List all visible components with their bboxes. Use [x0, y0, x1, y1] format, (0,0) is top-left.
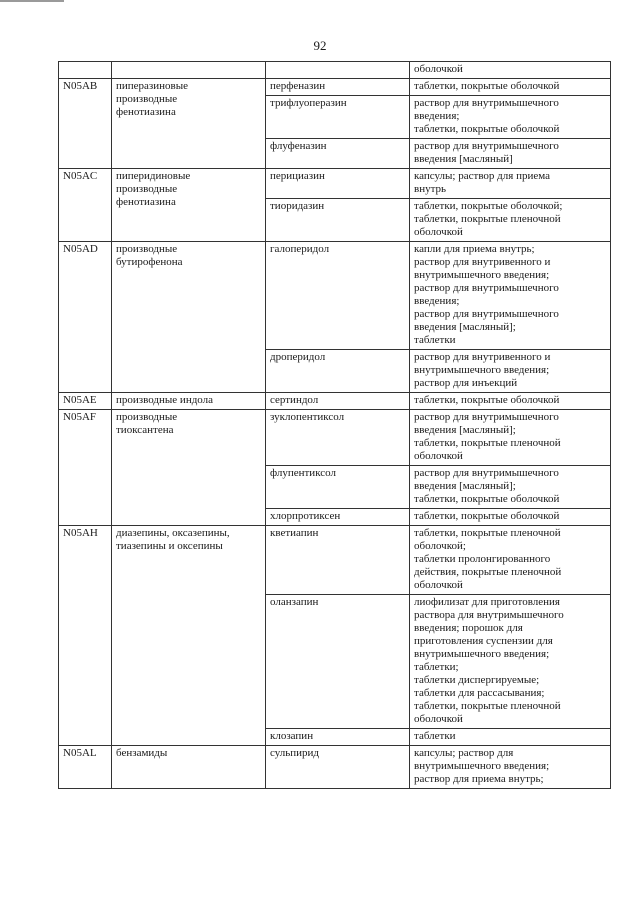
- dosage-form-line: раствор для внутривенного и: [414, 351, 551, 363]
- drug-name-cell: [266, 242, 410, 350]
- atc-code-cell: [59, 746, 112, 789]
- dosage-form-line: раствор для внутримышечного: [414, 97, 559, 109]
- dosage-form-line: введения; порошок для: [414, 622, 523, 634]
- dosage-form-line: раствор для внутримышечного: [414, 467, 559, 479]
- drug-name: перициазин: [270, 170, 325, 182]
- dosage-forms-cell: [410, 79, 611, 96]
- dosage-form-line: таблетки, покрытые пленочной: [414, 700, 561, 712]
- group-name-line: бутирофенона: [116, 256, 183, 268]
- drug-name-cell: [266, 393, 410, 410]
- drug-name: клозапин: [270, 730, 314, 742]
- dosage-form-line: оболочкой: [414, 226, 463, 238]
- dosage-forms-cell: [410, 350, 611, 393]
- dosage-form-line: оболочкой: [414, 579, 463, 591]
- group-name-cell: [112, 746, 266, 789]
- dosage-form-line: таблетки: [414, 730, 456, 742]
- dosage-form-line: таблетки пролонгированного: [414, 553, 551, 565]
- dosage-forms-cell: [410, 242, 611, 350]
- dosage-form-line: таблетки, покрытые пленочной: [414, 527, 561, 539]
- drug-name-cell: [266, 169, 410, 199]
- atc-code-cell: [59, 62, 112, 79]
- drug-classification-table: [58, 61, 611, 789]
- dosage-form-line: введения;: [414, 110, 460, 122]
- group-name-line: фенотиазина: [116, 106, 176, 118]
- group-name-line: фенотиазина: [116, 196, 176, 208]
- group-name-cell: [112, 526, 266, 746]
- drug-name-cell: [266, 526, 410, 595]
- dosage-form-line: введения [масляный];: [414, 424, 516, 436]
- group-name-line: бензамиды: [116, 747, 168, 759]
- dosage-forms-cell: [410, 509, 611, 526]
- dosage-form-line: раствор для внутривенного и: [414, 256, 551, 268]
- drug-name-cell: [266, 62, 410, 79]
- drug-name: флуфеназин: [270, 140, 327, 152]
- table-row: [59, 410, 611, 466]
- drug-name: перфеназин: [270, 80, 326, 92]
- drug-name-cell: [266, 139, 410, 169]
- table-row: [59, 79, 611, 96]
- drug-name-cell: [266, 595, 410, 729]
- drug-name: флупентиксол: [270, 467, 336, 479]
- dosage-form-line: внутримышечного введения;: [414, 760, 550, 772]
- drug-name: дроперидол: [270, 351, 326, 363]
- dosage-forms-cell: [410, 199, 611, 242]
- dosage-form-line: внутримышечного введения;: [414, 648, 550, 660]
- atc-code: N05AE: [63, 394, 97, 406]
- dosage-form-line: таблетки диспергируемые;: [414, 674, 540, 686]
- dosage-form-line: лиофилизат для приготовления: [414, 596, 560, 608]
- dosage-form-line: внутримышечного введения;: [414, 364, 550, 376]
- dosage-form-line: оболочкой: [414, 63, 463, 75]
- dosage-form-line: раствор для внутримышечного: [414, 282, 559, 294]
- group-name-line: пиперазиновые: [116, 80, 189, 92]
- dosage-form-line: действия, покрытые пленочной: [414, 566, 562, 578]
- dosage-forms-cell: [410, 169, 611, 199]
- group-name-cell: [112, 393, 266, 410]
- dosage-form-line: таблетки, покрытые оболочкой: [414, 123, 560, 135]
- page-number: 92: [313, 38, 327, 53]
- group-name-cell: [112, 169, 266, 242]
- drug-name: сертиндол: [270, 394, 319, 406]
- drug-name-cell: [266, 410, 410, 466]
- dosage-form-line: капсулы; раствор для приема: [414, 170, 551, 182]
- table-row: [59, 746, 611, 789]
- atc-code-cell: [59, 526, 112, 746]
- group-name-line: диазепины, оксазепины,: [116, 527, 230, 539]
- dosage-form-line: таблетки, покрытые оболочкой: [414, 80, 560, 92]
- atc-code-cell: [59, 79, 112, 169]
- group-name-line: производные: [116, 411, 178, 423]
- dosage-form-line: внутримышечного введения;: [414, 269, 550, 281]
- dosage-form-line: таблетки: [414, 334, 456, 346]
- atc-code-cell: [59, 242, 112, 393]
- drug-name: трифлуоперазин: [270, 97, 347, 109]
- table-row: [59, 526, 611, 595]
- group-name-cell: [112, 410, 266, 526]
- dosage-form-line: введения [масляный];: [414, 480, 516, 492]
- group-name-line: производные: [116, 183, 178, 195]
- dosage-forms-cell: [410, 393, 611, 410]
- dosage-form-line: раствор для внутримышечного: [414, 140, 559, 152]
- dosage-form-line: оболочкой: [414, 450, 463, 462]
- group-name-line: пиперидиновые: [116, 170, 191, 182]
- group-name-line: тиазепины и оксепины: [116, 540, 223, 552]
- dosage-form-line: приготовления суспензии для: [414, 635, 553, 647]
- dosage-form-line: капли для приема внутрь;: [414, 243, 535, 255]
- drug-name-cell: [266, 79, 410, 96]
- dosage-form-line: таблетки, покрытые оболочкой: [414, 510, 560, 522]
- table-row: [59, 62, 611, 79]
- dosage-form-line: таблетки, покрытые пленочной: [414, 213, 561, 225]
- dosage-form-line: раствор для инъекций: [414, 377, 518, 389]
- dosage-form-line: раствор для внутримышечного: [414, 411, 559, 423]
- dosage-forms-cell: [410, 729, 611, 746]
- dosage-forms-cell: [410, 96, 611, 139]
- dosage-form-line: таблетки, покрытые оболочкой;: [414, 200, 563, 212]
- drug-name: тиоридазин: [270, 200, 325, 212]
- drug-name: кветиапин: [270, 527, 319, 539]
- dosage-form-line: раствор для внутримышечного: [414, 308, 559, 320]
- dosage-form-line: введения [масляный]: [414, 153, 513, 165]
- drug-name-cell: [266, 746, 410, 789]
- atc-code-cell: [59, 410, 112, 526]
- atc-code: N05AD: [63, 243, 98, 255]
- dosage-forms-cell: [410, 466, 611, 509]
- atc-code-cell: [59, 169, 112, 242]
- drug-name-cell: [266, 96, 410, 139]
- drug-name-cell: [266, 466, 410, 509]
- dosage-form-line: раствор для приема внутрь;: [414, 773, 544, 785]
- table-row: [59, 242, 611, 350]
- group-name-line: производные индола: [116, 394, 214, 406]
- dosage-form-line: введения [масляный];: [414, 321, 516, 333]
- group-name-cell: [112, 62, 266, 79]
- drug-name-cell: [266, 509, 410, 526]
- dosage-forms-cell: [410, 410, 611, 466]
- drug-name-cell: [266, 350, 410, 393]
- dosage-form-line: внутрь: [414, 183, 447, 195]
- group-name-cell: [112, 79, 266, 169]
- dosage-form-line: таблетки для рассасывания;: [414, 687, 545, 699]
- dosage-forms-cell: [410, 526, 611, 595]
- dosage-form-line: введения;: [414, 295, 460, 307]
- dosage-forms-cell: [410, 746, 611, 789]
- dosage-forms-cell: [410, 62, 611, 79]
- drug-name: галоперидол: [270, 243, 330, 255]
- dosage-form-line: оболочкой;: [414, 540, 466, 552]
- atc-code: N05AL: [63, 747, 97, 759]
- atc-code: N05AC: [63, 170, 98, 182]
- drug-name: оланзапин: [270, 596, 319, 608]
- group-name-line: тиоксантена: [116, 424, 174, 436]
- group-name-line: производные: [116, 93, 178, 105]
- table-row: [59, 169, 611, 199]
- atc-code: N05AF: [63, 411, 97, 423]
- drug-name: хлорпротиксен: [270, 510, 341, 522]
- dosage-forms-cell: [410, 595, 611, 729]
- drug-name: сульпирид: [270, 747, 320, 759]
- dosage-form-line: таблетки;: [414, 661, 459, 673]
- dosage-form-line: оболочкой: [414, 713, 463, 725]
- dosage-form-line: таблетки, покрытые оболочкой: [414, 493, 560, 505]
- dosage-form-line: таблетки, покрытые оболочкой: [414, 394, 560, 406]
- atc-code-cell: [59, 393, 112, 410]
- drug-name: зуклопентиксол: [270, 411, 345, 423]
- dosage-form-line: капсулы; раствор для: [414, 747, 514, 759]
- atc-code: N05AB: [63, 80, 98, 92]
- drug-name-cell: [266, 729, 410, 746]
- dosage-form-line: таблетки, покрытые пленочной: [414, 437, 561, 449]
- dosage-form-line: раствора для внутримышечного: [414, 609, 564, 621]
- table-body: [59, 62, 611, 789]
- table-row: [59, 393, 611, 410]
- dosage-forms-cell: [410, 139, 611, 169]
- group-name-line: производные: [116, 243, 178, 255]
- drug-name-cell: [266, 199, 410, 242]
- top-edge-mark: [0, 0, 64, 2]
- group-name-cell: [112, 242, 266, 393]
- atc-code: N05AH: [63, 527, 98, 539]
